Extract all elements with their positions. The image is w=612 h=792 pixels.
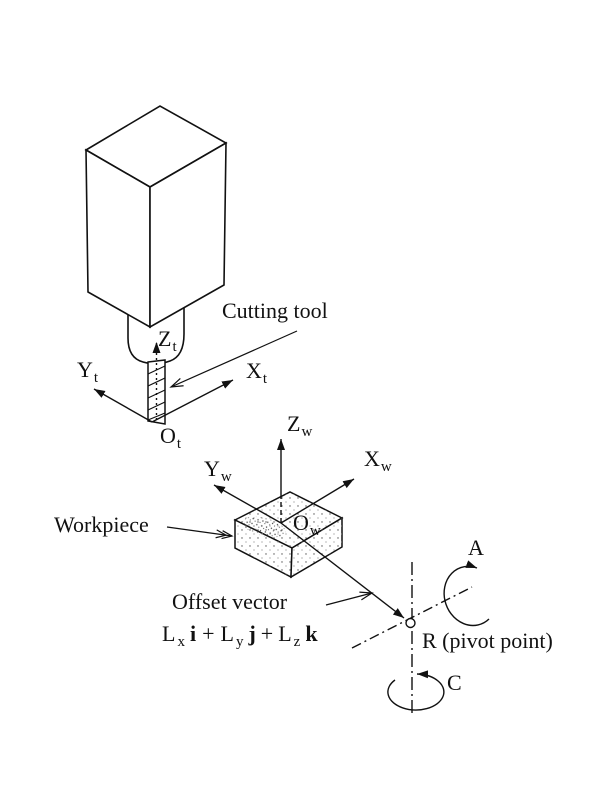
workpiece-leader-line (167, 527, 232, 536)
work-coordinate-system (204, 411, 392, 539)
yt-axis-line (94, 389, 152, 422)
zt-axis-label: $Z_t$ (158, 326, 177, 355)
zw-axis-label: $Z_w$ (287, 411, 313, 440)
pivot-point-label: R (pivot point) (422, 628, 553, 653)
workpiece-label: Workpiece (54, 512, 149, 537)
cutting-tool-label: Cutting tool (222, 298, 328, 323)
xw-axis-label: $X_w$ (364, 446, 392, 475)
offset-vector-pointer-arrow (326, 593, 372, 605)
yt-axis-label: $Y_t$ (77, 357, 99, 386)
pivot-point-marker (406, 619, 415, 628)
offset-vector-formula: L $_x$ i + L $_y$ j + L $_z$ k (162, 621, 318, 650)
yw-axis-label: $Y_w$ (204, 456, 232, 485)
workpiece-block (235, 492, 342, 577)
xt-axis-label: $X_t$ (246, 358, 268, 387)
cutting-tool-leader-line (171, 331, 297, 387)
a-rotation-arrow (444, 566, 489, 625)
c-rotation-arrow (388, 674, 444, 710)
pivot-point-group (352, 535, 553, 716)
tool-coordinate-system (77, 326, 268, 452)
workpiece-callout (54, 512, 232, 537)
a-axis-label: A (468, 535, 484, 560)
ot-origin-label: $O_t$ (160, 423, 182, 452)
ow-origin-label: $O_w$ (293, 510, 321, 539)
c-axis-label: C (447, 670, 462, 695)
offset-vector-label: Offset vector (172, 589, 288, 614)
spindle-assembly (86, 106, 226, 424)
